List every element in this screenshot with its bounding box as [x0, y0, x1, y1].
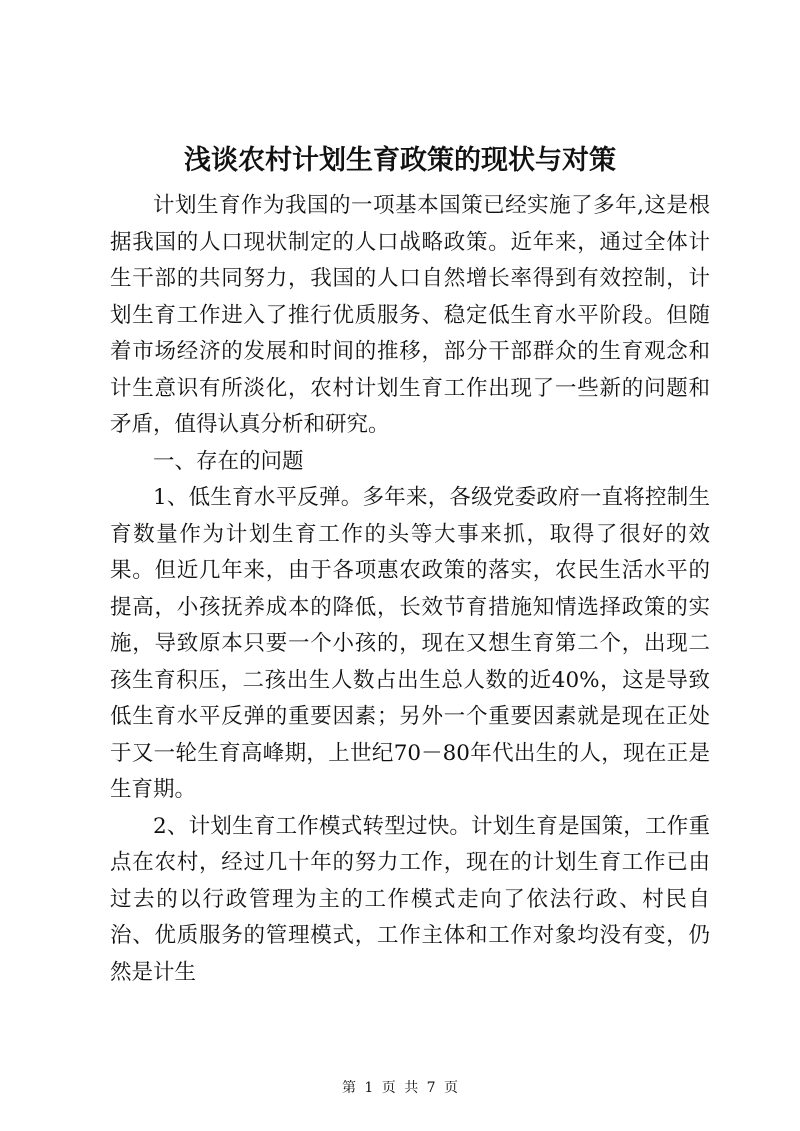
problem-item-2: 2、计划生育工作模式转型过快。计划生育是国策，工作重点在农村，经过几十年的努力工作，现在的计划生育工作已由过去的以行政管理为主的工作模式走向了依法行政、村民自治、优质服务的管理模式，工作主体和工作对象均没有变，仍然是计生 [110, 813, 710, 985]
section-heading-problems: 一、存在的问题 [153, 448, 304, 474]
page-footer: 第 1 页 共 7 页 [341, 1080, 459, 1096]
document-body [110, 188, 710, 991]
document-title: 浅谈农村计划生育政策的现状与对策 [184, 145, 616, 176]
intro-paragraph: 计划生育作为我国的一项基本国策已经实施了多年,这是根据我国的人口现状制定的人口战略政策。近年来，通过全体计生干部的共同努力，我国的人口自然增长率得到有效控制，计划生育工作进入了推行优质服务、稳定低生育水平阶段。但随着市场经济的发展和时间的推移，部分干部群众的生育观念和计生意识有所淡化，农村计划生育工作出现了一些新的问题和矛盾，值得认真分析和研究。 [110, 193, 710, 437]
problem-item-1: 1、低生育水平反弹。多年来，各级党委政府一直将控制生育数量作为计划生育工作的头等大事来抓，取得了很好的效果。但近几年来，由于各项惠农政策的落实，农民生活水平的提高，小孩抚养成本的降低，长效节育措施知情选择政策的实施，导致原本只要一个小孩的，现在又想生育第二个，出现二孩生育积压，二孩出生人数占出生总人数的近40%，这是导致低生育水平反弹的重要因素；另外一个重要因素就是现在正处于又一轮生育高峰期，上世纪70－80年代出生的人，现在正是生育期。 [110, 485, 710, 802]
